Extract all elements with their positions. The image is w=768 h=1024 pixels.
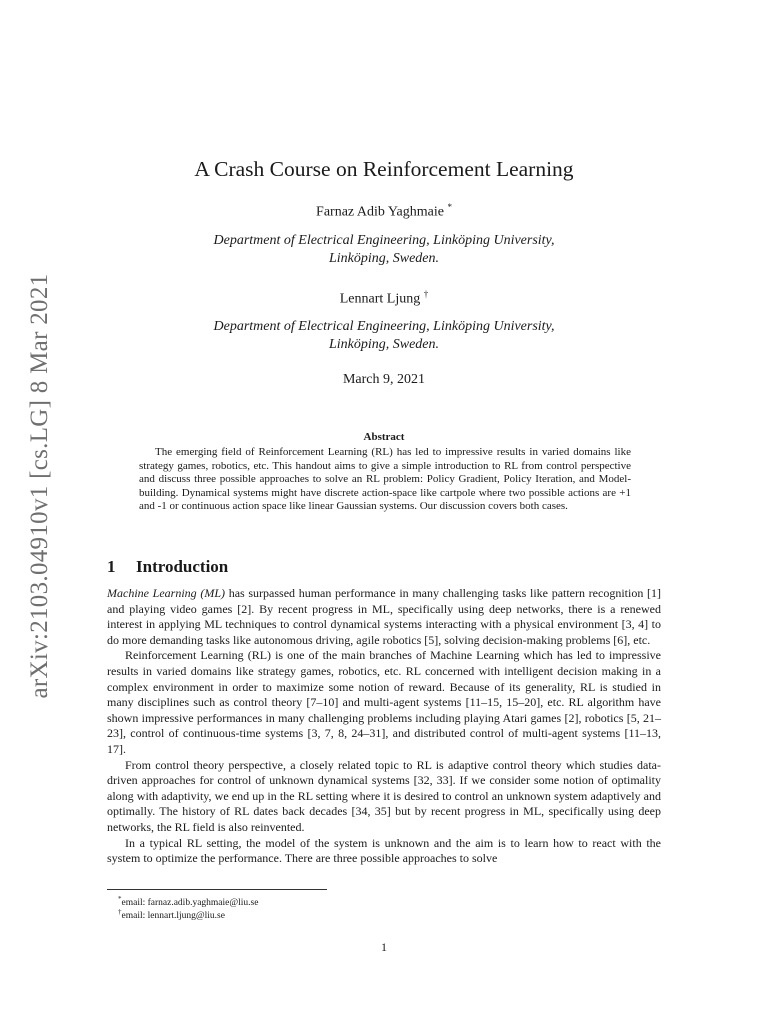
author-1-affiliation [0,232,768,267]
arxiv-identifier-text: arXiv:2103.04910v1 [cs.LG] 8 Mar 2021 [26,273,53,699]
footnote-2 [118,906,225,922]
author-1-name: Farnaz Adib Yaghmaie [316,204,444,220]
section-body [107,586,661,867]
abstract-text: The emerging field of Reinforcement Learning (RL) has led to impressive results in varied domains like strategy games, robotics, etc. This handout aims to give a simple introduction to RL from control perspective and discuss three possible approaches to solve an RL problem: Policy Gradient, Policy Iteration, and Model-building. Dynamical systems might have discrete action-space like cartpole where two possible actions are +1 and -1 or continuous action space like linear Gaussian systems. Our discussion covers both cases. [139,446,631,513]
footnote-2-text: email: lennart.ljung@liu.se [121,911,225,922]
section-number: 1 [107,557,116,576]
paragraph-2: Reinforcement Learning (RL) is one of the main branches of Machine Learning which has led to impressive results in varied domains like strategy games, robotics, etc. RL concerned with intelligent decision making in a complex environment in order to maximize some notion of reward. Because of its generality, RL is studied in many disciplines such as control theory [7–10] and multi-agent systems [11–15, 15–20], etc. RL algorithm have shown impressive performances in many challenging problems including playing Atari games [2], robotics [5, 21–23], control of continuous-time systems [3, 7, 8, 24–31], and distributed control of multi-agent systems [11–13, 17]. [107,648,661,756]
author-2-affiliation-line1: Department of Electrical Engineering, Linköping University, [213,319,555,334]
paragraph-1 [107,586,661,648]
footnote-2-mark: † [118,908,122,916]
paragraph-1-text: has surpassed human performance in many challenging tasks like pattern recognition [1] and playing video games [2]. By recent progress in ML, specifically using deep networks, there is a renewed interest in applying ML techniques to control dynamical systems interacting with a physical environment [3, 4] to do more demanding tasks like autonomous driving, agile robotics [5], solving decision-making problems [6], etc. [107,586,662,647]
footnote-1-text: email: farnaz.adib.yaghmaie@liu.se [121,898,259,909]
paragraph-1-emphasis: Machine Learning (ML) [107,586,226,600]
paper-title: A Crash Course on Reinforcement Learning [194,157,574,181]
footnote-rule [107,889,327,890]
author-2-mark: † [423,289,429,299]
footnote-1-mark: * [118,895,122,903]
page-number: 1 [381,940,387,954]
author-1-affiliation-line1: Department of Electrical Engineering, Linköping University, [213,233,555,248]
author-2-affiliation [0,318,768,353]
author-1-mark: * [447,202,452,212]
author-1 [0,198,768,222]
author-2 [0,285,768,309]
author-2-affiliation-line2: Linköping, Sweden. [328,336,440,352]
paragraph-3: From control theory perspective, a closely related topic to RL is adaptive control theory which studies data-driven approaches for control of unknown dynamical systems [32, 33]. If we consider some notion of optimality along with adaptivity, we end up in the RL setting where it is desired to control an unknown system adaptively and optimally. The history of RL dates back decades [34, 35] but by recent progress in ML, specifically using deep networks, the RL field is also reinvented. [107,757,661,834]
paper-date: March 9, 2021 [342,372,426,387]
abstract-heading: Abstract [363,431,405,443]
paragraph-4: In a typical RL setting, the model of the system is unknown and the aim is to learn how to react with the system to optimize the performance. There are three possible approaches to solve [107,835,661,866]
author-2-name: Lennart Ljung [339,291,421,307]
section-title: Introduction [136,557,229,576]
author-1-affiliation-line2: Linköping, Sweden. [328,250,440,266]
section-heading [107,556,228,578]
